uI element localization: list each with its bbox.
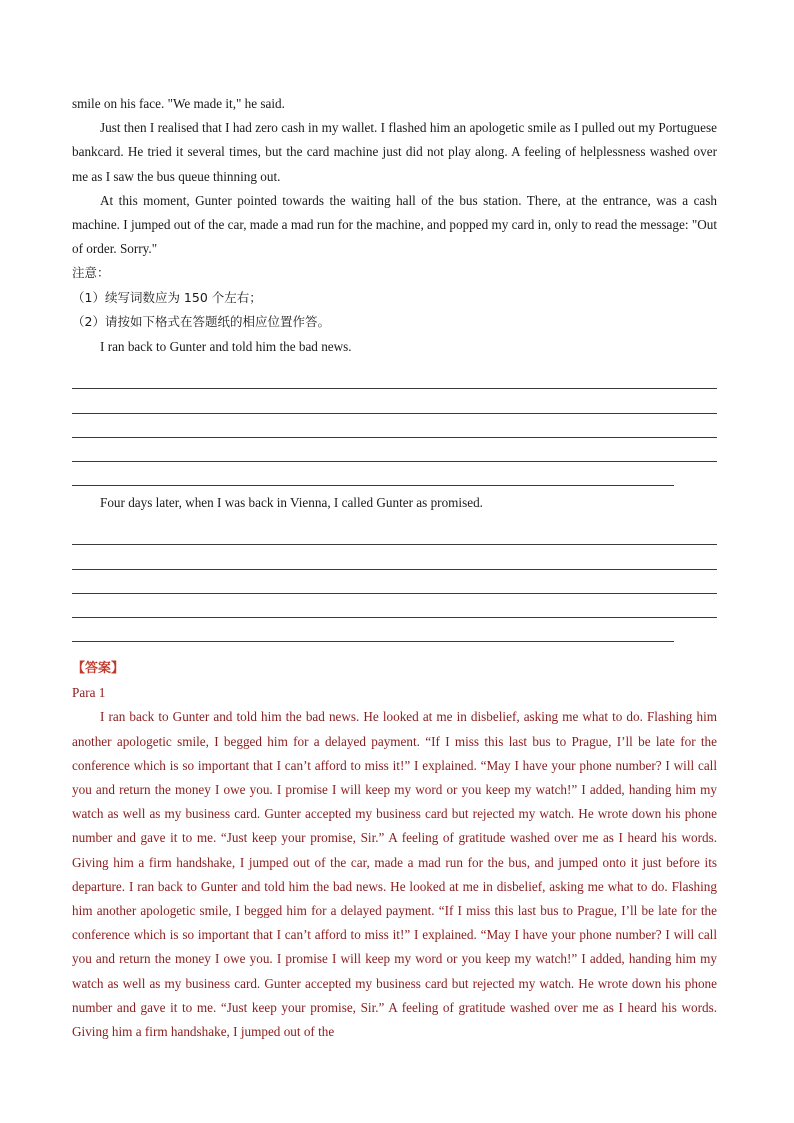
writing-line [72, 521, 717, 545]
writing-line [72, 365, 717, 389]
writing-line [72, 438, 717, 462]
document-page [72, 92, 717, 1044]
answer-para-label: Para 1 [72, 685, 106, 701]
story-paragraph-3: At this moment, Gunter pointed towards the waiting hall of the bus station. There, at the entrance, was a cash machine. I jumped out of the car, made a mad run for the machine, and popped my card in, only to read the message: "Out of order. Sorry." [72, 192, 717, 257]
answer-heading: 【答案】 [72, 661, 125, 677]
notes-title: 注意： [72, 265, 110, 281]
writing-lines-second [72, 521, 717, 642]
story-paragraph-1: smile on his face. "We made it," he said. [72, 96, 285, 111]
writing-line [72, 389, 717, 413]
answer-section [72, 681, 717, 1044]
prompt-first: I ran back to Gunter and told him the bad news. [100, 338, 352, 354]
answer-text: I ran back to Gunter and told him the bad news. He looked at me in disbelief, asking me what to do. Flashing him another apologetic smile, I begged him for a delayed payment. “If I miss this last bus to Prague, I’ll be late for the conference which is so important that I can’t afford to miss it!” I explained. “May I have your phone number? I will call you and return the money I owe you. I promise I will keep my word or you keep my watch!” I added, handing him my watch as well as my business card. Gunter accepted my business card but rejected my watch. He wrote down his phone number and gave it to me. “Just keep your promise, Sir.” A feeling of gratitude washed over me as I heard his words. Giving him a firm handshake, I jumped out of the car, made a mad run for the bus, and jumped onto it just before its departure. I ran back to Gunter and told him the bad news. He looked at me in disbelief, asking me what to do. Flashing him another apologetic smile, I begged him for a delayed payment. “If I miss this last bus to Prague, I’ll be late for the conference which is so important that I can’t afford to miss it!” I explained. “May I have your phone number? I will call you and return the money I owe you. I promise I will keep my word or you keep my watch!” I added, handing him my watch as well as my business card. Gunter accepted my business card but rejected my watch. He wrote down his phone number and gave it to me. “Just keep your promise, Sir.” A feeling of gratitude washed over me as I heard his words. Giving him a firm handshake, I jumped out of the [72, 709, 717, 1040]
writing-lines-first [72, 365, 717, 486]
prompt-second: Four days later, when I was back in Vienna, I called Gunter as promised. [100, 495, 483, 511]
notes-item-1: （1）续写词数应为 150 个左右； [72, 289, 262, 305]
story-paragraph-2: Just then I realised that I had zero cash in my wallet. I flashed him an apologetic smile as I pulled out my Portuguese bankcard. He tried it several times, but the card machine just did not play along. A feeling of helplessness washed over me as I saw the bus queue thinning out. [72, 120, 717, 184]
writing-line [72, 545, 717, 569]
notes-item-2: （2）请按如下格式在答题纸的相应位置作答。 [72, 314, 330, 330]
writing-line [72, 414, 717, 438]
writing-line [72, 594, 717, 618]
writing-line [72, 570, 717, 594]
writing-line [72, 462, 674, 486]
writing-line [72, 618, 674, 642]
